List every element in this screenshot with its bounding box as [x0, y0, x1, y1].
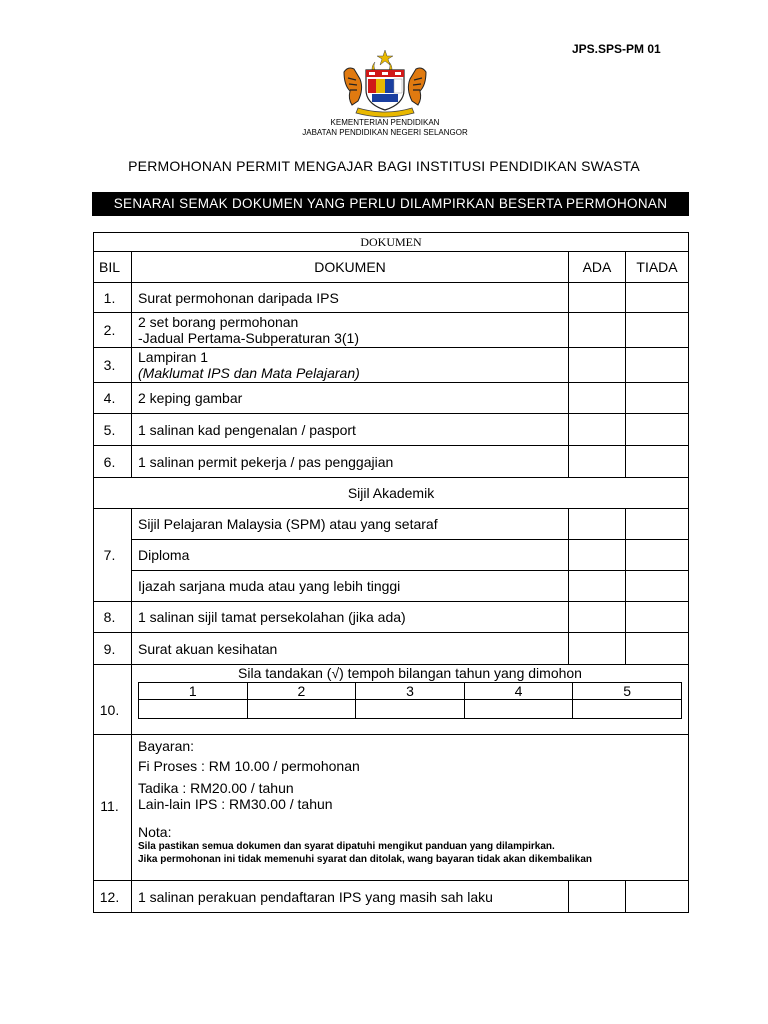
ada-checkbox[interactable]: [569, 509, 626, 540]
ministry-name: [272, 118, 498, 137]
ada-checkbox[interactable]: [569, 383, 626, 414]
row-number: 1.: [94, 283, 132, 313]
tiada-checkbox[interactable]: [626, 571, 689, 602]
year-label-1: 1: [139, 683, 248, 700]
table-row: [94, 509, 689, 540]
row-document: Surat permohonan daripada IPS: [132, 283, 569, 313]
row-document: 2 keping gambar: [132, 383, 569, 414]
ministry-line-1: KEMENTERIAN PENDIDIKAN: [330, 118, 440, 127]
col-header-tiada: TIADA: [626, 252, 689, 283]
tiada-checkbox[interactable]: [626, 881, 689, 913]
table-row: [94, 348, 689, 383]
year-instruction: Sila tandakan (√) tempoh bilangan tahun yang dimohon: [238, 665, 582, 681]
form-title: PERMOHONAN PERMIT MENGAJAR BAGI INSTITUSI PENDIDIKAN SWASTA: [128, 158, 640, 174]
tiada-checkbox[interactable]: [626, 509, 689, 540]
row-number: 6.: [94, 446, 132, 478]
row-number: 7.: [94, 509, 132, 602]
row-document: 1 salinan kad pengenalan / pasport: [132, 414, 569, 446]
row-document: Surat akuan kesihatan: [132, 633, 569, 665]
ada-checkbox[interactable]: [569, 313, 626, 348]
ada-checkbox[interactable]: [569, 414, 626, 446]
year-checkbox-2[interactable]: [247, 700, 356, 719]
tadika-fee: Tadika : RM20.00 / tahun: [138, 780, 294, 796]
year-checkbox-1[interactable]: [139, 700, 248, 719]
ada-checkbox[interactable]: [569, 881, 626, 913]
form-code: JPS.SPS-PM 01: [572, 42, 661, 56]
tiada-checkbox[interactable]: [626, 283, 689, 313]
col-header-bil: BIL: [94, 252, 132, 283]
tiada-checkbox[interactable]: [626, 313, 689, 348]
row-document: [132, 313, 569, 348]
row-document-line-2: (Maklumat IPS dan Mata Pelajaran): [138, 365, 360, 381]
table-row: [94, 383, 689, 414]
row-document: Sijil Pelajaran Malaysia (SPM) atau yang setaraf: [132, 509, 569, 540]
year-label-5: 5: [573, 683, 682, 700]
row-number: 10.: [94, 665, 132, 735]
section-heading-row: [94, 478, 689, 509]
ministry-line-2: JABATAN PENDIDIKAN NEGERI SELANGOR: [302, 127, 468, 137]
year-options-table: [138, 682, 682, 719]
sijil-akademik-heading: Sijil Akademik: [94, 478, 689, 509]
row-number: 4.: [94, 383, 132, 414]
year-checkbox-4[interactable]: [464, 700, 573, 719]
nota-line-2: Jika permohonan ini tidak memenuhi syarat dan ditolak, wang bayaran tidak akan dikembalikan: [138, 854, 593, 865]
table-row: [94, 313, 689, 348]
table-row: [94, 665, 689, 735]
tiada-checkbox[interactable]: [626, 383, 689, 414]
lain-lain-ips-fee: Lain-lain IPS : RM30.00 / tahun: [138, 796, 333, 812]
tiada-checkbox[interactable]: [626, 446, 689, 478]
fi-proses: Fi Proses : RM 10.00 / permohonan: [138, 758, 360, 774]
row-number: 5.: [94, 414, 132, 446]
row-document: 1 salinan permit pekerja / pas penggajian: [132, 446, 569, 478]
ada-checkbox[interactable]: [569, 602, 626, 633]
year-selection-cell: [132, 665, 689, 735]
table-row: [94, 540, 689, 571]
row-number: 2.: [94, 313, 132, 348]
ada-checkbox[interactable]: [569, 283, 626, 313]
year-checkboxes-row: [139, 700, 682, 719]
ada-checkbox[interactable]: [569, 348, 626, 383]
year-label-4: 4: [464, 683, 573, 700]
row-document: 1 salinan perakuan pendaftaran IPS yang masih sah laku: [132, 881, 569, 913]
row-document-line-1: Lampiran 1: [138, 349, 209, 365]
table-row: [94, 571, 689, 602]
col-header-dokumen: DOKUMEN: [132, 252, 569, 283]
row-number: 11.: [94, 735, 132, 881]
document-checklist-table: [93, 232, 689, 913]
row-document: 1 salinan sijil tamat persekolahan (jika ada): [132, 602, 569, 633]
nota-line-1: Sila pastikan semua dokumen dan syarat dipatuhi mengikut panduan yang dilampirkan.: [138, 841, 555, 852]
table-caption: DOKUMEN: [94, 233, 689, 252]
table-row: [94, 633, 689, 665]
row-document: Ijazah sarjana muda atau yang lebih tinggi: [132, 571, 569, 602]
table-row: [94, 283, 689, 313]
year-checkbox-5[interactable]: [573, 700, 682, 719]
nota-label: Nota:: [138, 824, 172, 840]
row-number: 8.: [94, 602, 132, 633]
tiada-checkbox[interactable]: [626, 348, 689, 383]
row-document-line-1: 2 set borang permohonan: [138, 314, 299, 330]
ada-checkbox[interactable]: [569, 571, 626, 602]
tiada-checkbox[interactable]: [626, 633, 689, 665]
row-number: 12.: [94, 881, 132, 913]
year-labels-row: [139, 683, 682, 700]
row-document-line-2: -Jadual Pertama-Subperaturan 3(1): [138, 330, 360, 346]
bayaran-label: Bayaran:: [138, 738, 195, 754]
tiada-checkbox[interactable]: [626, 414, 689, 446]
tiada-checkbox[interactable]: [626, 602, 689, 633]
ada-checkbox[interactable]: [569, 540, 626, 571]
ada-checkbox[interactable]: [569, 633, 626, 665]
table-header-row: [94, 252, 689, 283]
table-row: [94, 602, 689, 633]
table-row: [94, 446, 689, 478]
table-row: [94, 881, 689, 913]
table-caption-row: [94, 233, 689, 252]
row-number: 3.: [94, 348, 132, 383]
checklist-banner: SENARAI SEMAK DOKUMEN YANG PERLU DILAMPIRKAN BESERTA PERMOHONAN: [92, 192, 689, 216]
row-number: 9.: [94, 633, 132, 665]
payment-info-cell: [132, 735, 689, 881]
col-header-ada: ADA: [569, 252, 626, 283]
year-checkbox-3[interactable]: [356, 700, 465, 719]
year-label-3: 3: [356, 683, 465, 700]
row-document: [132, 348, 569, 383]
year-label-2: 2: [247, 683, 356, 700]
ada-checkbox[interactable]: [569, 446, 626, 478]
tiada-checkbox[interactable]: [626, 540, 689, 571]
table-row: [94, 735, 689, 881]
row-document: Diploma: [132, 540, 569, 571]
table-row: [94, 414, 689, 446]
